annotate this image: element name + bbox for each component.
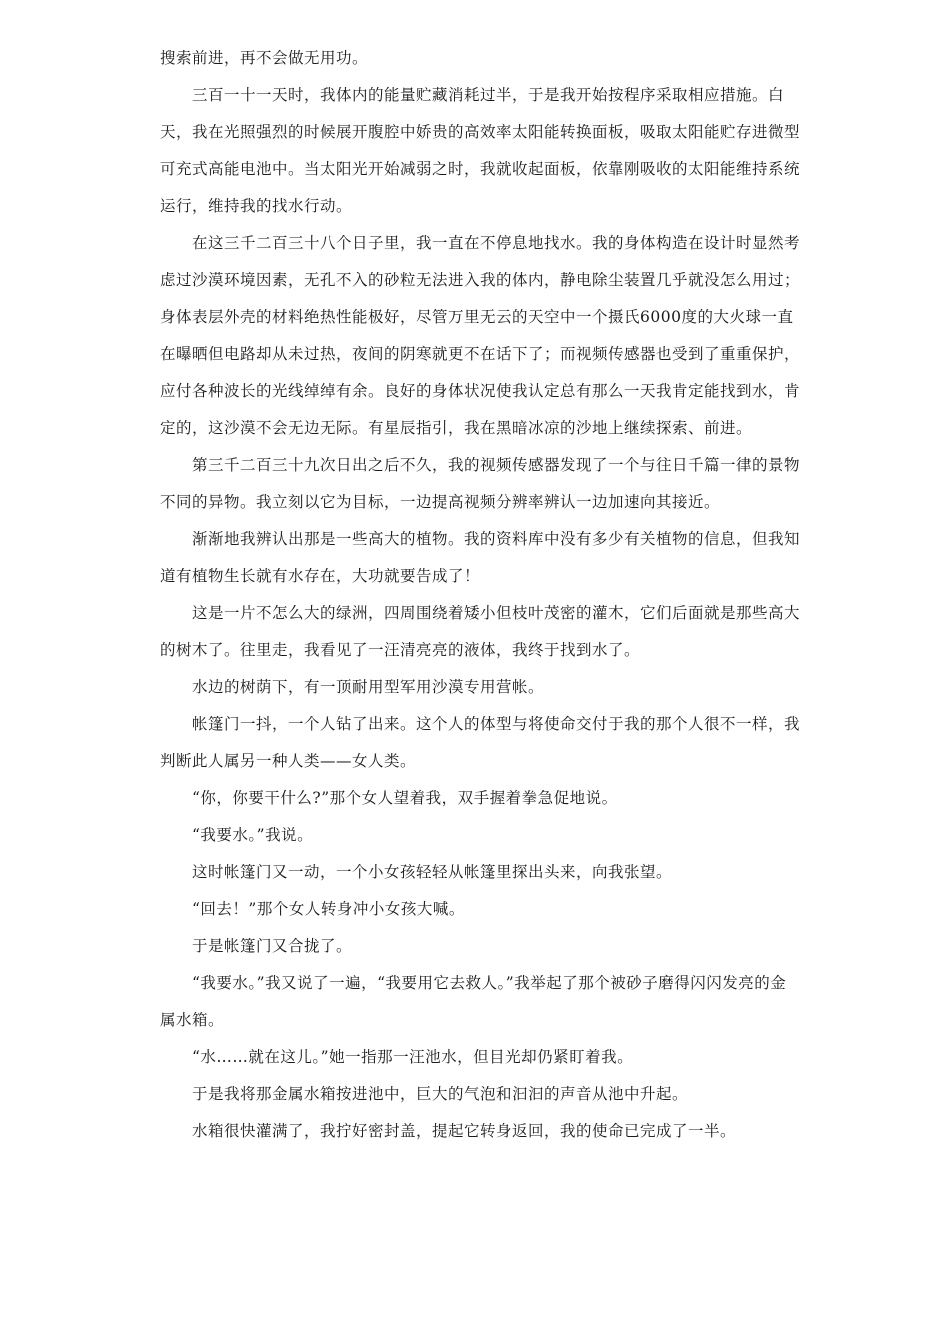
paragraph: “回去！”那个女人转身冲小女孩大喊。 — [192, 900, 465, 918]
paragraph: 于是帐篷门又合拢了。 — [192, 937, 353, 955]
paragraph: “水……就在这儿。”她一指那一汪池水，但目光却仍紧盯着我。 — [192, 1048, 634, 1066]
paragraph: 第三千二百三十九次日出之后不久，我的视频传感器发现了一个与往日千篇一律的景物不同的异物。我立刻以它为目标，一边提高视频分辨率辨认一边加速向其接近。 — [160, 456, 801, 511]
paragraph: 在这三千二百三十八个日子里，我一直在不停息地找水。我的身体构造在设计时显然考虑过沙漠环境因素，无孔不入的砂粒无法进入我的体内，静电除尘装置几乎就没怎么用过；身体表层外壳的材料绝热性能极好，尽管万里无云的天空中一个摄氏6000度的大火球一直在曝晒但电路却从未过热，夜间的阴寒就更不在话下了；而视频传感器也受到了重重保护，应付各种波长的光线绰绰有余。良好的身体状况使我认定总有那么一天我肯定能找到水，肯定的，这沙漠不会无边无际。有星辰指引，我在黑暗冰凉的沙地上继续探索、前进。 — [160, 234, 801, 437]
paragraph: “你，你要干什么?”那个女人望着我，双手握着拳急促地说。 — [192, 789, 618, 807]
paragraph: 三百一十一天时，我体内的能量贮藏消耗过半，于是我开始按程序采取相应措施。白天，我在光照强烈的时候展开腹腔中娇贵的高效率太阳能转换面板，吸取太阳能贮存进微型可充式高能电池中。当太阳光开始减弱之时，我就收起面板，依靠刚吸收的太阳能维持系统运行，维持我的找水行动。 — [160, 86, 801, 215]
paragraph: “我要水。”我说。 — [192, 826, 314, 844]
paragraph: “我要水。”我又说了一遍，“我要用它去救人。”我举起了那个被砂子磨得闪闪发亮的金属水箱。 — [160, 974, 787, 1029]
paragraph: 这是一片不怎么大的绿洲，四周围绕着矮小但枝叶茂密的灌木，它们后面就是那些高大的树木了。往里走，我看见了一汪清亮亮的液体，我终于找到水了。 — [160, 604, 801, 659]
paragraph: 水边的树荫下，有一顶耐用型军用沙漠专用营帐。 — [192, 678, 545, 696]
paragraph: 这时帐篷门又一动，一个小女孩轻轻从帐篷里探出头来，向我张望。 — [192, 863, 673, 881]
paragraph: 帐篷门一抖，一个人钻了出来。这个人的体型与将使命交付于我的那个人很不一样，我判断此人属另一种人类——女人类。 — [160, 715, 801, 770]
paragraph: 搜索前进，再不会做无用功。 — [160, 49, 369, 67]
paragraph: 于是我将那金属水箱按进池中，巨大的气泡和汩汩的声音从池中升起。 — [192, 1085, 689, 1103]
paragraph: 水箱很快灌满了，我拧好密封盖，提起它转身返回，我的使命已完成了一半。 — [192, 1122, 737, 1140]
paragraph: 渐渐地我辨认出那是一些高大的植物。我的资料库中没有多少有关植物的信息，但我知道有植物生长就有水存在，大功就要告成了！ — [160, 530, 801, 585]
document-body — [160, 40, 800, 1150]
